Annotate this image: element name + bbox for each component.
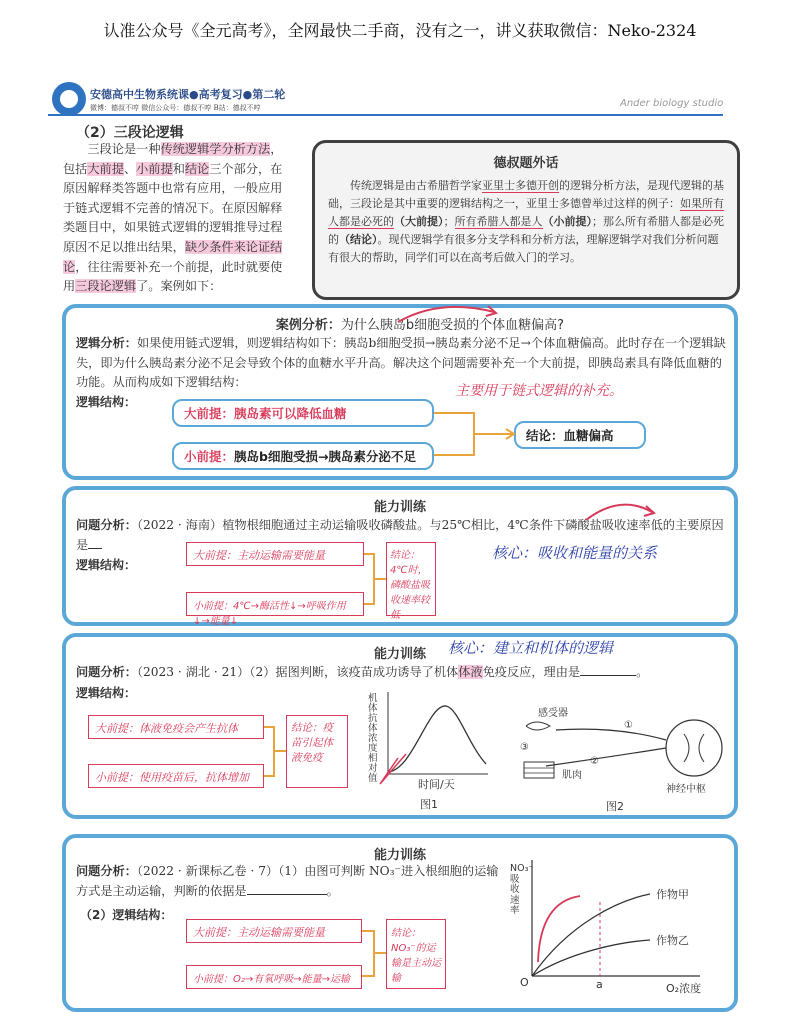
case-connector	[434, 410, 516, 460]
logo-inner	[60, 90, 78, 108]
t3-connector	[362, 930, 388, 978]
figure-2	[516, 696, 726, 814]
intro-paragraph: 三段论是一种传统逻辑学分析方法，包括大前提、小前提和结论三个部分，在原因解释类答题中也常有应用，一般应用于链式逻辑不完善的情况下。在原因解释类题目中，如果链式逻辑的逻辑推导过程原因不足以推出结果，缺少条件来论证结论，往往需要补充一个前提，此时就要使用三段论逻辑了。案例如下：	[63, 142, 283, 294]
fig3-tick-a: a	[596, 978, 603, 991]
fig2-receptor-shape	[526, 722, 550, 730]
fig1-xlabel: 时间/天	[418, 778, 455, 791]
t2-core-note: 核心：建立和机体的逻辑	[448, 639, 614, 657]
training2-struct-label: 逻辑结构：	[76, 686, 137, 700]
fig2-n3: ③	[520, 742, 529, 753]
fig2-muscle-shape	[524, 762, 554, 778]
aside-title: 德叔题外话	[493, 156, 559, 171]
fig3-series-yi: 作物乙	[656, 934, 689, 947]
fig3-xlabel: O₂浓度	[666, 982, 702, 995]
t2-minor-premise: 小前提：使用疫苗后，抗体增加	[88, 764, 264, 788]
header-social: 微博：德叔不哼 微信公众号：德叔不哼 B站：德叔不哼	[90, 104, 261, 112]
t3-minor-premise: 小前提：O₂→有氧呼吸→能量→运输	[186, 965, 362, 989]
figure-3	[510, 852, 710, 1002]
t1-connector	[364, 552, 388, 606]
t2-major-premise: 大前提：体液免疫会产生抗体	[88, 715, 264, 739]
t3-conclusion: 结论：NO₃⁻的运输是主动运输	[386, 919, 446, 989]
t1-minor-premise: 小前提：4℃→酶活性↓→呼吸作用↓→能量↓	[186, 592, 364, 616]
training-question-3: 问题分析：（2022 · 新课标乙卷 · 7）（1）由图可判断 NO₃⁻进入根细胞的运输方式是主动运输，判断的依据是 。	[76, 864, 499, 898]
fig2-center-label: 神经中枢	[666, 784, 706, 795]
fig1-caption: 图1	[420, 798, 438, 811]
fig3-curve-yi	[532, 940, 650, 976]
figure-1	[368, 684, 492, 812]
case-title: 案例分析：为什么胰岛b细胞受损的个体血糖偏高?	[275, 318, 565, 333]
training-question-1: 问题分析：（2022 · 海南）植物根细胞通过主动运输吸收磷酸盐。与25℃相比，4℃条件下磷酸盐吸收速率低的主要原因是	[76, 518, 724, 552]
fig2-nerve-efferent	[546, 748, 666, 766]
case-handwriting: 主要用于链式逻辑的补充。	[455, 383, 623, 399]
fig2-receptor-label: 感受器	[538, 708, 568, 719]
t1-major-premise: 大前提：主动运输需要能量	[186, 542, 364, 566]
training3-struct-label: （2）逻辑结构：	[80, 908, 173, 922]
major-premise: 大前提：胰岛素可以降低血糖	[172, 399, 434, 427]
t3-major-premise: 大前提：主动运输需要能量	[186, 919, 362, 943]
fig3-origin: O	[520, 976, 529, 989]
conclusion: 结论：血糖偏高	[514, 421, 646, 449]
case-struct-label: 逻辑结构：	[76, 395, 137, 409]
minor-premise: 小前提：胰岛b细胞受损→胰岛素分泌不足	[172, 442, 434, 470]
case-logic: 逻辑分析：如果使用链式逻辑，则逻辑结构如下：胰岛b细胞受损→胰岛素分泌不足→个体血糖偏高。此时存在一个逻辑缺失，即为什么胰岛素分泌不足会导致个体的血糖水平升高。解决这个问题需要补充一个大前提，即胰岛素具有降低血糖的功能。从而构成如下逻辑结构：	[76, 336, 726, 389]
training-title-1: 能力训练	[373, 500, 426, 515]
t1-core-note: 核心：吸收和能量的关系	[492, 544, 658, 562]
fig2-n1: ①	[624, 720, 633, 731]
fig2-spinal-cord	[666, 720, 722, 776]
fig2-nerve-afferent	[556, 729, 666, 740]
fig2-caption: 图2	[606, 800, 624, 813]
course-title: 安德高中生物系统课●高考复习●第二轮	[90, 88, 286, 101]
t2-connector	[264, 726, 288, 778]
fig1-curve	[388, 706, 486, 772]
fig2-muscle-label: 肌肉	[562, 770, 582, 781]
aside-body: 传统逻辑是由古希腊哲学家亚里士多德开创的逻辑分析方法，是现代逻辑的基础，三段论是其中重要的逻辑结构之一，亚里士多德曾举过这样的例子：如果所有人都是必死的（大前提）；所有希腊人都是人（小前提）；那么所有希腊人都是必死的（结论）。现代逻辑学有很多分支学科和分析方法，理解逻辑学对我们分析问题有很大的帮助，同学们可以在高考后做入门的学习。	[328, 179, 724, 264]
fig3-curve-jia	[532, 894, 650, 976]
studio-name: Ander biology studio	[620, 98, 724, 109]
t2-conclusion: 结论：疫苗引起体液免疫	[286, 715, 348, 788]
top-banner: 认准公众号《全元高考》，全网最快二手商，没有之一，讲义获取微信：Neko-2324	[103, 21, 697, 40]
fig3-annotation-arrow	[538, 896, 580, 962]
fig3-ylabel: NO₃⁻吸收速率	[510, 863, 534, 916]
t1-conclusion: 结论：4℃时，磷酸盐吸收速率较低	[386, 542, 436, 616]
training-title-3: 能力训练	[373, 848, 426, 863]
training1-struct-label: 逻辑结构：	[76, 558, 137, 572]
training1-arrow-annotation	[580, 496, 660, 524]
fig1-annotation	[380, 754, 406, 784]
section-title: （2）三段论逻辑	[76, 125, 184, 141]
training-question-2: 问题分析：（2023 · 湖北 · 21）（2）据图判断，该疫苗成功诱导了机体体液免疫反应，理由是 。	[76, 665, 649, 679]
case-arrow-annotation	[390, 298, 510, 328]
fig2-n2: ②	[590, 756, 599, 767]
training-title-2: 能力训练	[373, 647, 426, 662]
fig1-ylabel: 机体抗体浓度相对值	[368, 693, 378, 784]
fig3-series-jia: 作物甲	[656, 888, 689, 901]
